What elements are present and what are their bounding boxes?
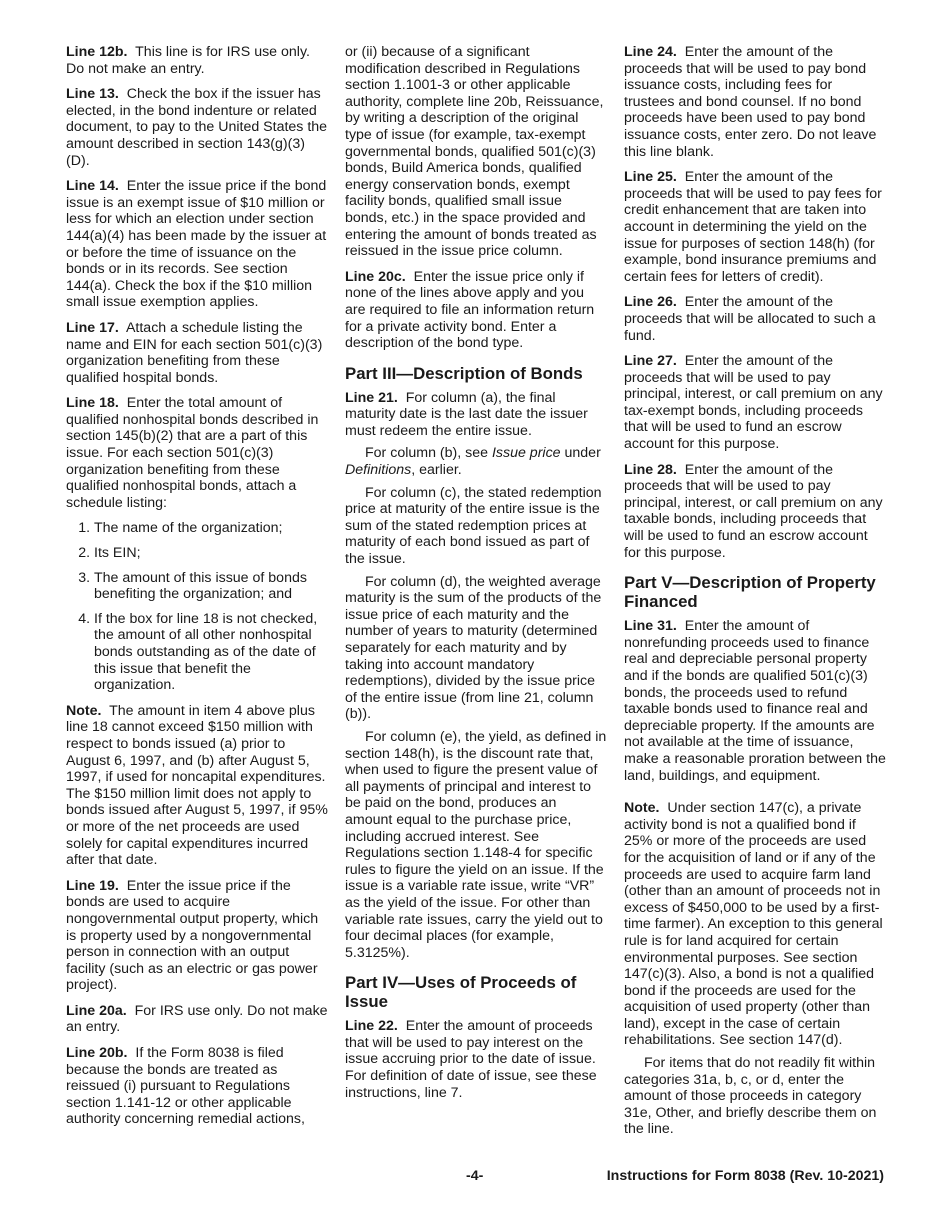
part-3-heading: Part III—Description of Bonds <box>345 363 583 383</box>
line-27: Line 27. Enter the amount of the proceeds that will be used to pay principal, interest, or call premium on any tax-exempt bonds, including proceeds that will be used to fund an escrow account for this purpose. <box>624 353 883 453</box>
footer-form-title: Instructions for Form 8038 (Rev. 10-2021) <box>606 1168 884 1184</box>
list-item: 4. If the box for line 18 is not checked, the amount of all other nonhospital bonds outstanding as of the date of this issue that benefit the organization. <box>94 611 328 694</box>
note-section-147: Note. Under section 147(c), a private activity bond is not a qualified bond if 25% or more of the proceeds are used for the acquisition of land or if any of the proceeds are used to acquire farm land (other than an amount of proceeds not in excess of $450,000 to be used by a first-time farmer). An exception to this general rule is for land acquired for certain environmental purposes. See section 147(c)(3). Also, a bond is not a qualified bond if the proceeds are used for the acquisition of used property (other than land), except in the case of certain rehabilitations. See section 147(d). <box>624 800 883 1049</box>
line-20c: Line 20c. Enter the issue price only if none of the lines above apply and you are required to file an information return for a private activity bond. Enter a description of the bond type. <box>345 268 595 352</box>
line-26: Line 26. Enter the amount of the proceeds that will be allocated to such a fund. <box>624 294 876 344</box>
line-28: Line 28. Enter the amount of the proceeds that will be used to pay principal, interest, or call premium on any taxable bonds, including proceeds that will be used to fund an escrow account for this purpose. <box>624 461 883 561</box>
line-21: Line 21. For column (a), the final maturity date is the last date the issuer must redeem the entire issue. <box>345 389 588 439</box>
list-item: 3. The amount of this issue of bonds benefiting the organization; and <box>94 570 328 603</box>
line-25: Line 25. Enter the amount of the proceeds that will be used to pay fees for credit enhancement that are taken into account in determining the yield on the issue for purposes of section 148(h) (for example, bond insurance premiums and certain fees for letters of credit). <box>624 169 882 285</box>
line-13: Line 13. Check the box if the issuer has elected, in the bond indenture or related document, to pay to the United States the amount described in section 143(g)(3)(D). <box>66 86 328 169</box>
column-d-text: For column (d), the weighted average maturity is the sum of the products of the issue price of each maturity and the number of years to maturity (determined separately for each maturity and by taking into account mandatory redemptions), divided by the issue price of the entire issue (from line 21, column (b)). <box>345 573 602 723</box>
note-line-18: Note. The amount in item 4 above plus line 18 cannot exceed $150 million with respect to bonds issued (a) prior to August 6, 1997, and (b) after August 5, 1997, if used for noncapital expenditures. The $150 million limit does not apply to bonds issued after August 5, 1997, if 95% or more of the net proceeds are used solely for capital expenditures incurred after that date. <box>66 702 328 869</box>
page-number: -4- <box>466 1168 484 1184</box>
other-category-text: For items that do not readily fit within categories 31a, b, c, or d, enter the amount of those proceeds in category 31e, Other, and briefly describe them on the line. <box>624 1055 877 1138</box>
line-24: Line 24. Enter the amount of the proceeds that will be used to pay bond issuance costs, including fees for trustees and bond counsel. If no bond proceeds have been used to pay bond issuance costs, enter zero. Do not leave this line blank. <box>624 44 877 160</box>
line-20a: Line 20a. For IRS use only. Do not make an entry. <box>66 1002 328 1036</box>
schedule-list <box>66 520 328 693</box>
line-19: Line 19. Enter the issue price if the bonds are used to acquire nongovernmental output property, which is property used by a nongovernmental person in connection with an output facility (such as an electric or gas power project). <box>66 877 319 994</box>
line-22: Line 22. Enter the amount of proceeds that will be used to pay interest on the issue accruing prior to the date of issue. For definition of date of issue, see these instructions, line 7. <box>345 1018 597 1101</box>
column-c-text: For column (c), the stated redemption price at maturity of the entire issue is the sum of the stated redemption prices at maturity of each bond issued as part of the issue. <box>345 484 602 568</box>
part-5-heading: Part V—Description of Property Financed <box>624 573 876 612</box>
list-item: 2. Its EIN; <box>94 545 328 562</box>
line-14: Line 14. Enter the issue price if the bond issue is an exempt issue of $10 million or less for which an election under section 144(a)(4) has been made by the issuer at or before the time of issuance on the bonds or in its records. See section 144(a). Check the box if the $10 million small issue exemption applies. <box>66 178 327 311</box>
column-b-text: For column (b), see Issue price under Definitions, earlier. <box>345 445 601 479</box>
middle-column <box>345 44 607 1110</box>
line-18: Line 18. Enter the total amount of qualified nonhospital bonds described in section 145(b)(2) that are a part of this issue. For each section 501(c)(3) organization benefiting from these qualified nonhospital bonds, attach a schedule listing: <box>66 395 319 511</box>
left-column <box>66 44 328 1137</box>
line-31: Line 31. Enter the amount of nonrefunding proceeds used to finance real and depreciable personal property and if the bonds are qualified 501(c)(3) bonds, the proceeds used to refund taxable bonds used to finance real and depreciable property. If the amounts are not available at the time of issuance, make a reasonable proration between the land, buildings, and equipment. <box>624 618 886 784</box>
line-20b: Line 20b. If the Form 8038 is filed because the bonds are treated as reissued (i) pursuant to Regulations section 1.141-12 or other applicable authority concerning remedial actions, <box>66 1045 305 1128</box>
line-17: Line 17. Attach a schedule listing the name and EIN for each section 501(c)(3) organization benefiting from these qualified hospital bonds. <box>66 319 323 386</box>
right-column <box>624 44 886 1144</box>
list-item: 1. The name of the organization; <box>94 520 328 537</box>
column-e-text: For column (e), the yield, as defined in section 148(h), is the discount rate that, when used to figure the present value of all payments of principal and interest to be paid on the bond, produces an amount equal to the purchase price, including accrued interest. See Regulations section 1.148-4 for specific rules to figure the yield on an issue. If the issue is a variable rate issue, write “VR” as the yield of the issue. For other than variable rate issues, carry the yield out to four decimal places (for example, 5.3125%). <box>345 728 607 961</box>
line-12b: Line 12b. This line is for IRS use only. Do not make an entry. <box>66 44 310 77</box>
part-4-heading: Part IV—Uses of Proceeds of Issue <box>345 973 577 1012</box>
line-20b-continued: or (ii) because of a significant modification described in Regulations section 1.1001-3 or other applicable authority, complete line 20b, Reissuance, by writing a description of the original type of issue (for example, tax-exempt governmental bonds, qualified 501(c)(3) bonds, Build America bonds, qualified energy conservation bonds, exempt facility bonds, qualified small issue bonds, etc.) in the space provided and entering the amount of bonds treated as reissued in the issue price column. <box>345 44 604 260</box>
